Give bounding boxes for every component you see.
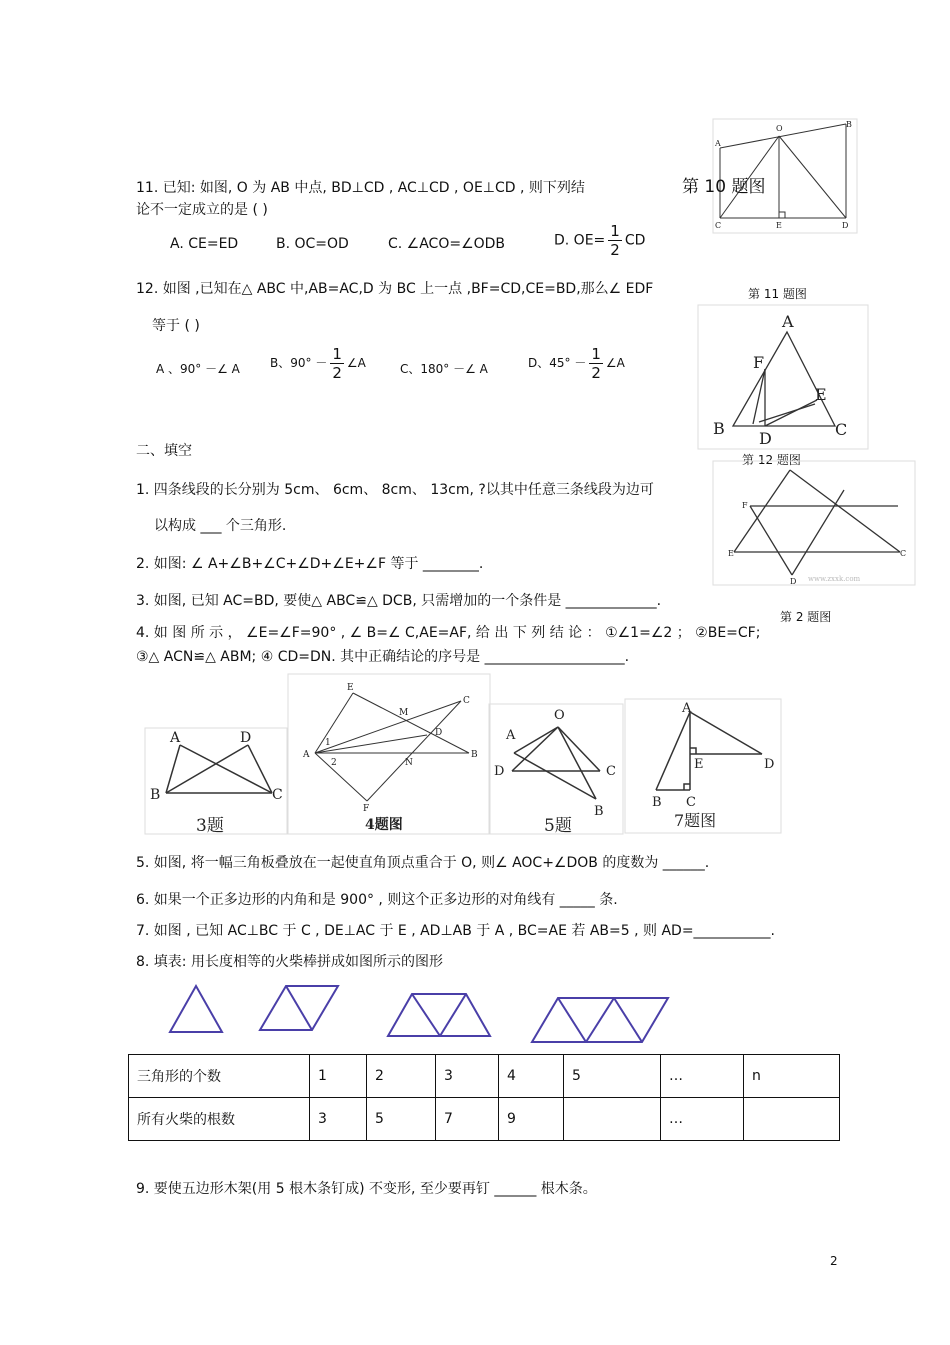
- fig2-label: D: [790, 577, 797, 586]
- q11-option-a: A. CE=ED: [170, 236, 239, 252]
- fig7-label: B: [652, 795, 662, 810]
- fill-q1-line2: 以构成 ___ 个三角形.: [154, 518, 287, 534]
- fill-q9: 9. 要使五边形木架(用 5 根木条钉成) 不变形, 至少要再钉 ______ 根木条。: [136, 1181, 597, 1197]
- fig4-label: B: [471, 750, 478, 760]
- fig10-label: B: [846, 120, 852, 129]
- fig5-label: D: [494, 764, 505, 779]
- fig3-label: B: [150, 787, 161, 803]
- fill-q3: 3. 如图, 已知 AC=BD, 要使△ ABC≌△ DCB, 只需增加的一个条件是 _____________.: [136, 593, 662, 609]
- q12-line1: 12. 如图 ,已知在△ ABC 中,AB=AC,D 为 BC 上一点 ,BF=CD,CE=BD,那么∠ EDF: [136, 281, 654, 297]
- fig4-label: N: [405, 758, 413, 768]
- fig5-label: B: [594, 804, 604, 819]
- fig2-label: C: [900, 549, 907, 558]
- q12-option-a: A 、90° －∠ A: [156, 362, 240, 376]
- fig10-label: A: [715, 139, 721, 148]
- fig2-label: F: [742, 501, 748, 510]
- fig11-label: F: [753, 353, 765, 372]
- q11-line1: 11. 已知: 如图, O 为 AB 中点, BD⊥CD , AC⊥CD , OE⊥CD , 则下列结: [136, 180, 585, 196]
- table-row: [129, 1098, 840, 1141]
- fig3-label: A: [170, 730, 181, 746]
- caption-fig7: 7题图: [674, 811, 717, 830]
- fig7-label: D: [764, 757, 775, 772]
- fill-q7: 7. 如图 , 已知 AC⊥BC 于 C , DE⊥AC 于 E , AD⊥AB 于 A , BC=AE 若 AB=5 , 则 AD=___________.: [136, 923, 776, 939]
- fig2-label: E: [728, 549, 734, 558]
- fig5-label: C: [606, 764, 616, 779]
- numerator: 1: [610, 222, 620, 240]
- figure-7: [624, 698, 782, 834]
- caption-fig11: 第 11 题图: [748, 287, 807, 301]
- fill-q4-line2: ③△ ACN≌△ ABM; ④ CD=DN. 其中正确结论的序号是 ____________________.: [136, 649, 630, 665]
- caption-fig3: 3题: [196, 816, 224, 835]
- q12-line2: 等于 ( ): [152, 318, 200, 334]
- table-row: [129, 1055, 840, 1098]
- table-cell: …: [661, 1098, 744, 1141]
- table-header-cell: 所有火柴的根数: [129, 1098, 310, 1141]
- caption-fig4: 4题图: [365, 817, 403, 833]
- fraction: [608, 222, 622, 259]
- matchstick-table: [128, 1054, 840, 1141]
- q12-option-b-suffix: ∠A: [346, 356, 366, 370]
- figure-11: [697, 304, 869, 450]
- caption-fig2: 第 2 题图: [780, 610, 832, 624]
- q12-option-b: [270, 345, 366, 382]
- fill-q6: 6. 如果一个正多边形的内角和是 900° , 则这个正多边形的对角线有 _____ 条.: [136, 892, 618, 908]
- fig11-label: B: [713, 419, 725, 438]
- fig11-label: C: [835, 420, 848, 439]
- q11-option-c: C. ∠ACO=∠ODB: [388, 236, 506, 252]
- fill-q1-line1: 1. 四条线段的长分别为 5cm、 6cm、 8cm、 13cm, ?以其中任意三条线段为边可: [136, 482, 654, 498]
- q11-option-d: [554, 222, 645, 259]
- q12-option-d-suffix: ∠A: [605, 356, 625, 370]
- denominator: 2: [332, 364, 342, 382]
- table-cell: 7: [436, 1098, 499, 1141]
- fig4-label: C: [463, 696, 470, 706]
- fig11-label: E: [815, 385, 827, 404]
- table-cell: 3: [310, 1098, 367, 1141]
- q11-option-d-suffix: CD: [624, 232, 646, 249]
- numerator: 1: [332, 345, 342, 363]
- fig4-label: F: [363, 804, 370, 814]
- figure-4: [287, 673, 491, 835]
- fig5-label: A: [506, 728, 516, 743]
- fig11-label: A: [782, 312, 794, 331]
- fig5-label: O: [554, 708, 565, 723]
- fig7-label: E: [694, 757, 704, 772]
- table-cell: 5: [564, 1055, 661, 1098]
- denominator: 2: [610, 241, 620, 259]
- q12-option-d: [528, 345, 625, 382]
- q12-option-d-prefix: D、45° －: [528, 356, 587, 370]
- table-cell: [564, 1098, 661, 1141]
- table-cell: 9: [499, 1098, 564, 1141]
- figure-3: [144, 727, 288, 835]
- q11-option-b: B. OC=OD: [276, 236, 349, 252]
- fig4-label: A: [303, 750, 310, 760]
- table-cell: [744, 1098, 840, 1141]
- q11-option-d-prefix: D. OE=: [554, 232, 606, 249]
- caption-fig12: 第 12 题图: [742, 453, 801, 467]
- table-cell: n: [744, 1055, 840, 1098]
- q12-option-c: C、180° －∠ A: [400, 362, 488, 376]
- fill-q8: 8. 填表: 用长度相等的火柴棒拼成如图所示的图形: [136, 954, 443, 970]
- fraction: [330, 345, 344, 382]
- page-number: 2: [830, 1254, 838, 1268]
- fig4-label: M: [399, 708, 409, 718]
- matchstick-figures: [160, 980, 680, 1050]
- fraction: [589, 345, 603, 382]
- table-cell: …: [661, 1055, 744, 1098]
- fig10-label: C: [715, 221, 722, 230]
- table-cell: 2: [367, 1055, 436, 1098]
- fig7-label: C: [686, 795, 696, 810]
- fill-q2: 2. 如图: ∠ A+∠B+∠C+∠D+∠E+∠F 等于 ________.: [136, 556, 484, 572]
- fig10-label: D: [842, 221, 849, 230]
- table-cell: 1: [310, 1055, 367, 1098]
- caption-fig10: 第 10 题图: [682, 177, 766, 197]
- fig3-label: D: [240, 730, 252, 746]
- fig3-label: C: [272, 787, 283, 803]
- fill-q4-line1: 4. 如 图 所 示 ， ∠E=∠F=90° , ∠ B=∠ C,AE=AF, 给 出 下 列 结 论 ： ①∠1=∠2 ； ②BE=CF;: [136, 625, 761, 641]
- figure-2: [712, 460, 916, 586]
- table-header-cell: 三角形的个数: [129, 1055, 310, 1098]
- figure-5: [488, 703, 624, 835]
- table-cell: 5: [367, 1098, 436, 1141]
- section-title: 二、填空: [136, 443, 192, 459]
- fig10-label: O: [776, 124, 783, 133]
- fig4-label: E: [347, 683, 354, 693]
- q11-line2: 论不一定成立的是 ( ): [136, 202, 268, 218]
- fig4-label: 1: [325, 738, 331, 748]
- denominator: 2: [591, 364, 601, 382]
- watermark: www.zxxk.com: [808, 575, 861, 583]
- fig7-label: A: [682, 701, 692, 716]
- fig11-label: D: [759, 429, 772, 448]
- table-cell: 3: [436, 1055, 499, 1098]
- table-cell: 4: [499, 1055, 564, 1098]
- fig4-label: 2: [331, 758, 337, 768]
- fig4-label: D: [435, 728, 443, 738]
- fill-q5: 5. 如图, 将一幅三角板叠放在一起使直角顶点重合于 O, 则∠ AOC+∠DOB 的度数为 ______.: [136, 855, 710, 871]
- caption-fig5: 5题: [544, 816, 572, 835]
- q12-option-b-prefix: B、90° －: [270, 356, 328, 370]
- numerator: 1: [591, 345, 601, 363]
- fig10-label: E: [776, 221, 782, 230]
